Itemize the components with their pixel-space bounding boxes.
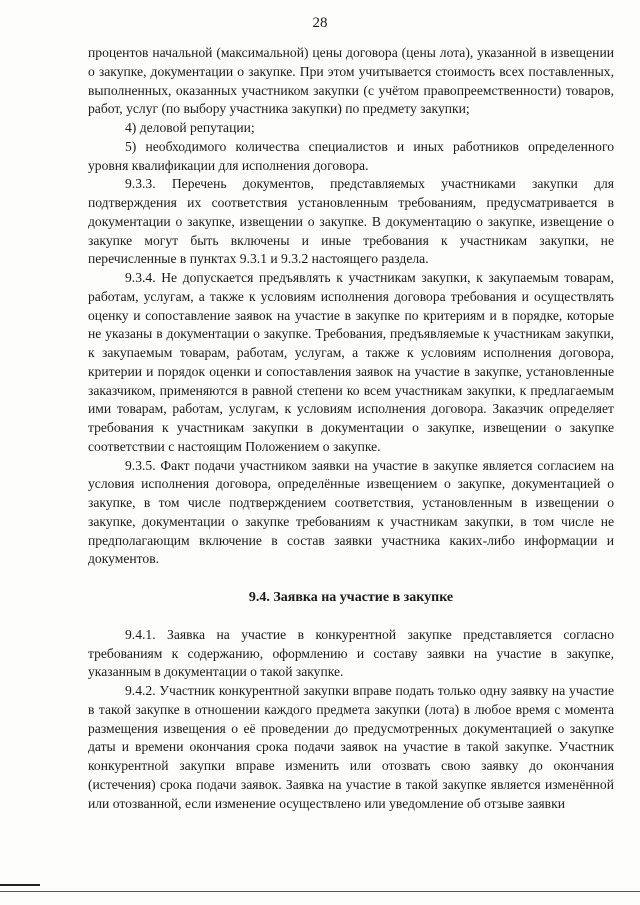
paragraph-continuation: процентов начальной (максимальной) цены договора (цены лота), указанной в извещении о закупке, документации о закупке. При этом учитывается стоимость всех поставленных, выполненных, оказанных участником закупки (с учётом правопреемственности) товаров, работ, услуг (по выбору участника закупки) по предмету закупки; <box>88 45 614 117</box>
paragraph-item-5: 5) необходимого количества специалистов и иных работников определенного уровня квалификации для исполнения договора. <box>88 138 614 173</box>
paragraph-9-4-1: 9.4.1. Заявка на участие в конкурентной закупке представляется согласно требованиям к содержанию, оформлению и составу заявки на участие в закупке, указанным в документации о такой закупке. <box>88 626 614 680</box>
paragraph-9-3-5: 9.3.5. Факт подачи участником заявки на участие в закупке является согласием на условия исполнения договора, определённые извещением о закупке, документацией о закупке, в том числе подтверждением соответствия, установленным в извещении о закупке, документации о закупке требованиям к участникам закупки, в том числе не предполагающим включение в состав заявки участника каких-либо информации и документов. <box>88 457 614 567</box>
paragraph-9-3-3: 9.3.3. Перечень документов, представляемых участниками закупки для подтверждения их соответствия установленным требованиям, предусматривается в документации о закупке, извещении о закупке. В документацию о закупке, извещение о закупке могут быть включены и иные требования к участникам закупки, не перечисленные в пунктах 9.3.1 и 9.3.2 настоящего раздела. <box>88 176 614 267</box>
paragraph-9-4-2: 9.4.2. Участник конкурентной закупки вправе подать только одну заявку на участие в такой закупке в отношении каждого предмета закупки (лота) в любое время с момента размещения извещения о её проведении до предусмотренных документацией о закупке даты и времени окончания срока подачи заявок на участие в такой закупке. Участник конкурентной закупки вправе изменить или отозвать свою заявку до окончания (истечения) срока подачи заявок. Заявка на участие в такой закупке является изменённой или отозванной, если изменение осуществлено или уведомление об отзыве заявки <box>88 683 614 811</box>
document-body <box>88 44 614 813</box>
page-number: 28 <box>312 15 328 31</box>
scan-bottom-line <box>0 891 640 892</box>
paragraph-9-3-4: 9.3.4. Не допускается предъявлять к участникам закупки, к закупаемым товарам, работам, услугам, а также к условиям исполнения договора требования и осуществлять оценку и сопоставление заявок на участие в закупке по критериям и в порядке, которые не указаны в документации о закупке. Требования, предъявляемые к участникам закупки, к закупаемым товарам, работам, услугам, а также к условиям исполнения договора, критерии и порядок оценки и сопоставления заявок на участие в закупке, установленные заказчиком, применяются в равной степени ко всем участникам закупки, к предлагаемым ими товарам, работам, услугам, к условиям исполнения договора. Заказчик определяет требования к участникам закупки в документации о закупке, извещении о закупке соответствии с настоящим Положением о закупке. <box>88 270 614 454</box>
section-heading-9-4: 9.4. Заявка на участие в закупке <box>248 590 454 605</box>
paragraph-item-4: 4) деловой репутации; <box>125 120 255 135</box>
scan-edge-mark <box>0 884 40 886</box>
